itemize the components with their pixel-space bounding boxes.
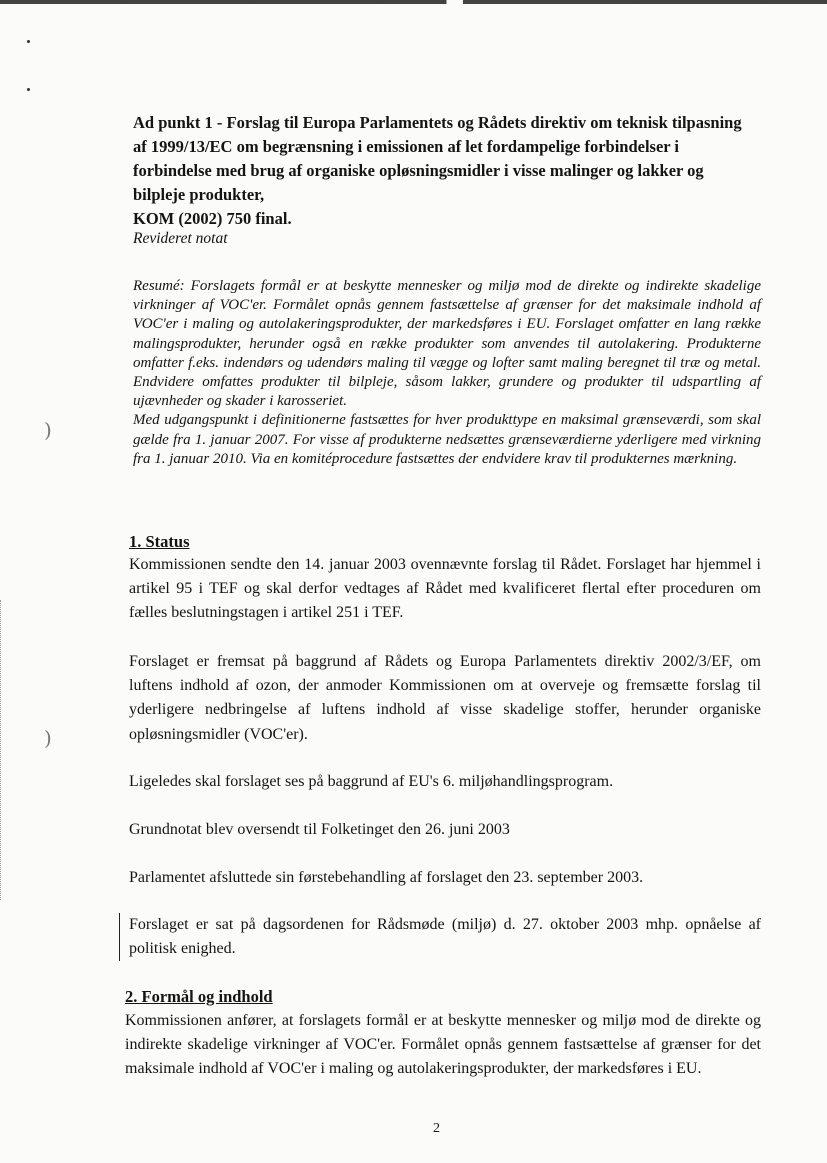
title-line: bilpleje produkter, xyxy=(133,185,265,204)
status-paragraph: Parlamentet afsluttede sin førstebehandling af forslaget den 23. september 2003. xyxy=(129,869,644,886)
scan-margin-mark: ) xyxy=(44,418,52,442)
resume-paragraph: Resumé: Forslagets formål er at beskytte mennesker og miljø mod de direkte og indirekte skadelige virkninger af VOC'er. Formålet opnås gennem fastsættelse af grænser for det maksimale indhold af VOC'er i maling og autolakeringsprodukter, der markedsføres i EU. Forslaget omfatter en lang række malingsprodukter, herunder også en række produkter som anvendes til autolakering. Produkterne omfatter f.eks. indendørs og udendørs maling til vægge og lofter samt maling beregnet til træ og metal. Endvidere omfattes produkter til bilpleje, såsom lakker, grundere og produkter til udspartling af ujævnheder og skader i karosseriet. xyxy=(133,278,761,410)
kom-reference: KOM (2002) 750 final. xyxy=(133,209,292,228)
revision-bar xyxy=(119,913,120,961)
title-line: Ad punkt 1 - Forslag til Europa Parlamentets og Rådets direktiv om teknisk tilpasning xyxy=(133,113,742,132)
status-paragraph: Kommissionen sendte den 14. januar 2003 ovennævnte forslag til Rådet. Forslaget har hjemmel i artikel 95 i TEF og skal derfor vedtages af Rådet med kvalificeret flertal efter proceduren om fælles beslutningstagen i artikel 251 i TEF. xyxy=(129,556,761,622)
title-line: af 1999/13/EC om begrænsning i emissionen af let fordampelige forbindelser i xyxy=(133,137,680,156)
section-heading-status: 1. Status xyxy=(129,532,190,551)
scan-margin-mark: ) xyxy=(44,726,52,750)
resume-paragraph: Med udgangspunkt i definitionerne fastsættes for hver produkttype en maksimal grænseværdi, som skal gælde fra 1. januar 2007. For visse af produkterne nedsættes grænseværdierne yderligere med virkning fra 1. januar 2010. Via en komitéprocedure fastsættes der endvidere krav til produkternes mærkning. xyxy=(133,412,761,467)
status-paragraph: Forslaget er fremsat på baggrund af Rådets og Europa Parlamentets direktiv 2002/3/EF, om luftens indhold af ozon, der anmoder Kommissionen om at overveje og fremsætte forslag til yderligere nedbringelse af luftens indhold af visse skadelige stoffer, herunder organiske opløsningsmidler (VOC'er). xyxy=(129,653,761,743)
resume-block xyxy=(133,277,761,469)
status-paragraph: Ligeledes skal forslaget ses på baggrund af EU's 6. miljøhandlingsprogram. xyxy=(129,773,614,790)
section-heading-purpose: 2. Formål og indhold xyxy=(125,987,273,1006)
page-number: 2 xyxy=(433,1121,440,1136)
title-line: forbindelse med brug af organiske opløsningsmidler i visse malinger og lakker og xyxy=(133,161,704,180)
status-paragraph: Grundnotat blev oversendt til Folketinget den 26. juni 2003 xyxy=(129,821,510,838)
document-title xyxy=(133,111,758,231)
status-paragraph: Forslaget er sat på dagsordenen for Rådsmøde (miljø) d. 27. oktober 2003 mhp. opnåelse af politisk enighed. xyxy=(129,916,761,958)
document-subtitle: Revideret notat xyxy=(133,230,228,247)
purpose-paragraph: Kommissionen anfører, at forslagets formål er at beskytte mennesker og miljø mod de direkte og indirekte skadelige virkninger af VOC'er. Formålet opnås gennem fastsættelse af grænser for det maksimale indhold af VOC'er i maling og autolakeringsprodukter, der markedsføres i EU. xyxy=(125,1012,761,1078)
